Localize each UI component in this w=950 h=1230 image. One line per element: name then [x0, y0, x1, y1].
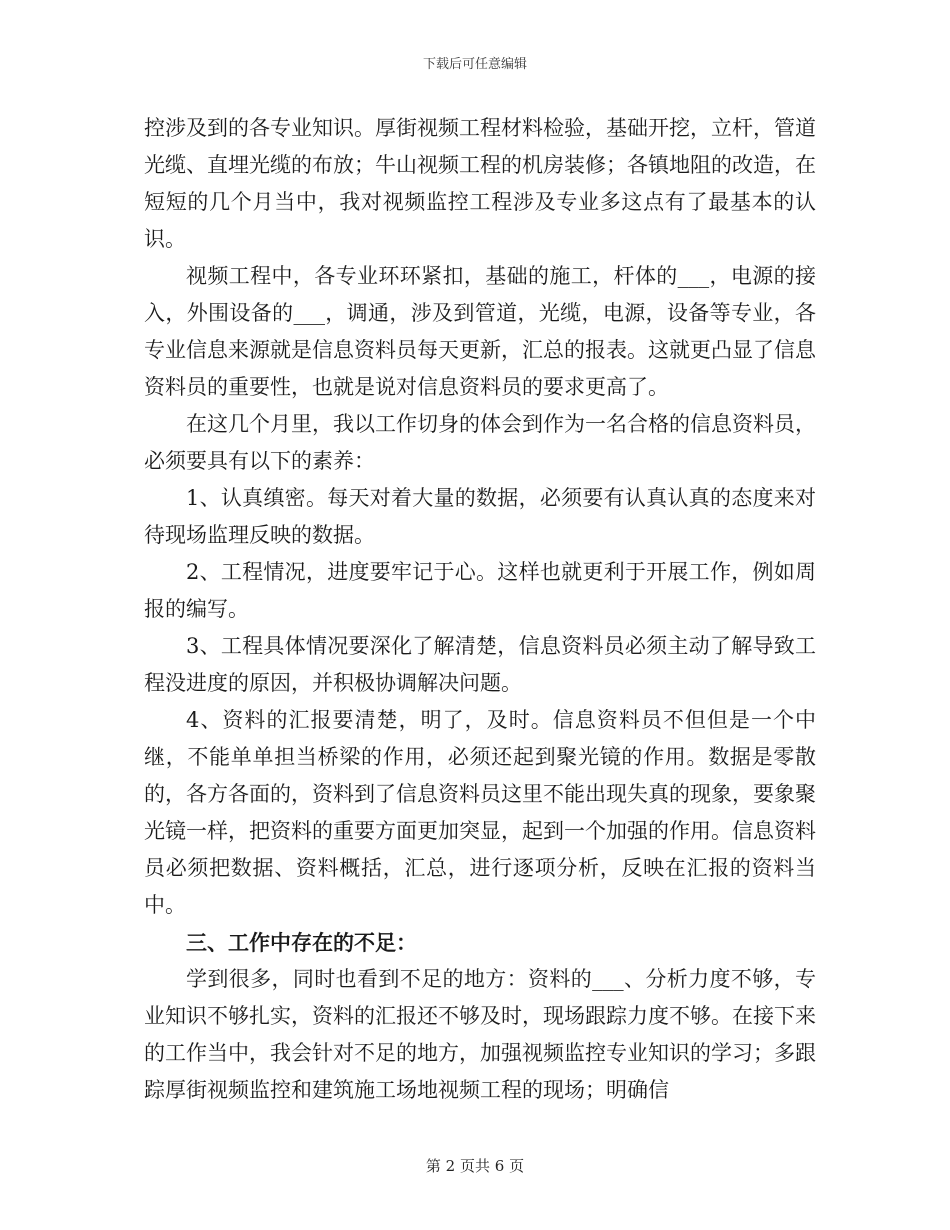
section-heading: 三、工作中存在的不足： [186, 930, 417, 955]
paragraph-project: 视频工程中，各专业环环紧扣，基础的施工，杆体的___，电源的接入，外围设备的___，调通，涉及到管道，光缆，电源，设备等专业，各专业信息来源就是信息资料员每天更新，汇总的报表。这就更凸显了信息资料员的重要性，也就是说对信息资料员的要求更高了。 [144, 264, 816, 399]
page-header: 下载后可任意编辑 [422, 57, 527, 72]
paragraph-qualities-intro: 在这几个月里，我以工作切身的体会到作为一名合格的信息资料员，必须要具有以下的素养： [144, 412, 816, 473]
paragraph-item-1: 1、认真缜密。每天对着大量的数据，必须要有认真认真的态度来对待现场监理反映的数据。 [144, 486, 816, 547]
document-body [144, 110, 816, 1109]
paragraph-item-4: 4、资料的汇报要清楚，明了，及时。信息资料员不但但是一个中继，不能单单担当桥梁的作用，必须还起到聚光镜的作用。数据是零散的，各方各面的，资料到了信息资料员这里不能出现失真的现象，要象聚光镜一样，把资料的重要方面更加突显，起到一个加强的作用。信息资料员必须把数据、资料概括，汇总，进行逐项分析，反映在汇报的资料当中。 [144, 708, 816, 917]
paragraph-shortcomings: 学到很多，同时也看到不足的地方：资料的___、分析力度不够，专业知识不够扎实，资料的汇报还不够及时，现场跟踪力度不够。在接下来的工作当中，我会针对不足的地方，加强视频监控专业知识的学习；多跟踪厚街视频监控和建筑施工场地视频工程的现场；明确信 [144, 967, 816, 1102]
page-footer: 第 2 页共 6 页 [425, 1157, 525, 1175]
paragraph-item-3: 3、工程具体情况要深化了解清楚，信息资料员必须主动了解导致工程没进度的原因，并积极协调解决问题。 [144, 634, 816, 695]
paragraph-item-2: 2、工程情况，进度要牢记于心。这样也就更利于开展工作，例如周报的编写。 [144, 560, 816, 621]
paragraph-intro: 控涉及到的各专业知识。厚街视频工程材料检验，基础开挖，立杆，管道光缆、直埋光缆的布放；牛山视频工程的机房装修；各镇地阻的改造，在短短的几个月当中，我对视频监控工程涉及专业多这点有了最基本的认识。 [144, 116, 816, 251]
